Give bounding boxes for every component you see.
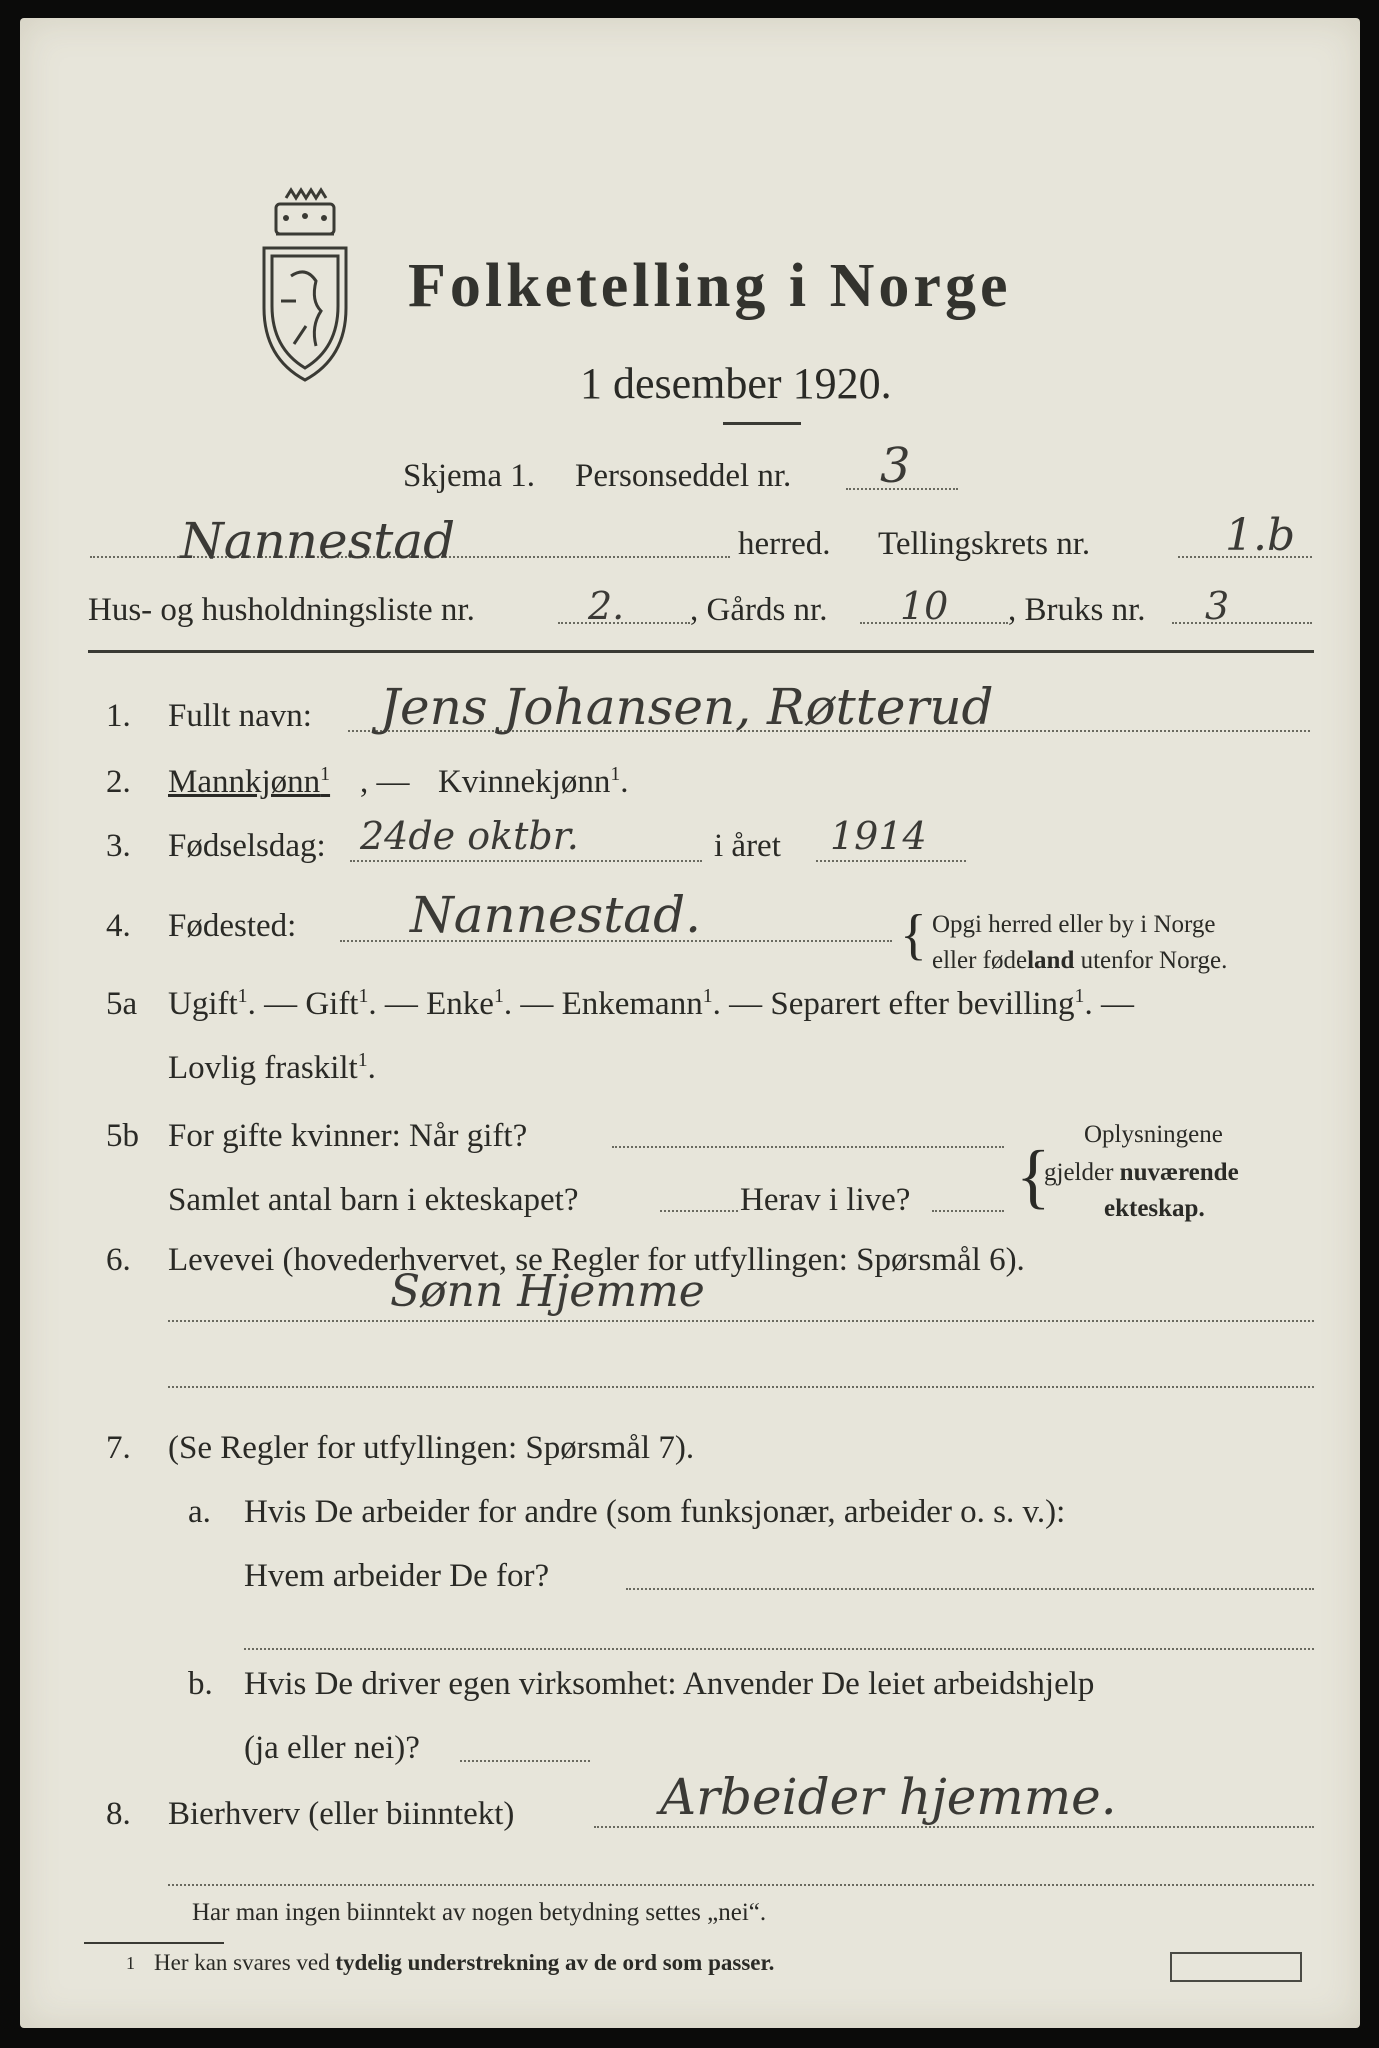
- herred-label: herred.: [738, 526, 831, 562]
- q5b-line-3: [932, 1210, 1004, 1212]
- title-divider: [723, 422, 801, 425]
- q5b-line-2: [660, 1210, 738, 1212]
- hus-value[interactable]: 2.: [588, 584, 625, 628]
- schema-label: Skjema 1.: [403, 458, 535, 494]
- q4-note-2: eller fødeland utenfor Norge.: [932, 947, 1228, 974]
- q1-value[interactable]: Jens Johansen, Røtterud: [380, 678, 994, 736]
- q3-label: Fødselsdag:: [168, 828, 326, 864]
- tellingskrets-value[interactable]: 1.b: [1225, 510, 1296, 561]
- q3-line: [350, 860, 702, 862]
- footnote-mark: 1: [126, 1953, 135, 1973]
- personseddel-value[interactable]: 3: [880, 438, 911, 494]
- bruks-label: , Bruks nr.: [1008, 592, 1146, 628]
- hus-label: Hus- og husholdningsliste nr.: [88, 592, 475, 628]
- q7a-answer-line-1: [626, 1588, 1314, 1590]
- footnote-text: Her kan svares ved tydelig understrekning av de ord som passer.: [154, 1950, 775, 1975]
- q5b-number: 5b: [106, 1118, 139, 1154]
- q8-line-2: [168, 1884, 1314, 1886]
- personseddel-label: Personseddel nr.: [575, 458, 792, 494]
- q2-dash: , —: [360, 764, 410, 800]
- q7b-line-1: Hvis De driver egen virksomhet: Anvender De leiet arbeidshjelp: [244, 1666, 1095, 1702]
- bruks-line: [1172, 622, 1312, 624]
- q5b-label-1: For gifte kvinner: Når gift?: [168, 1118, 528, 1154]
- q7b-answer-line: [460, 1760, 590, 1762]
- q1-number: 1.: [106, 698, 131, 734]
- q7a-line-1: Hvis De arbeider for andre (som funksjonær, arbeider o. s. v.):: [244, 1494, 1066, 1530]
- q6-line-1: [168, 1320, 1314, 1322]
- q5a-number: 5a: [106, 986, 138, 1022]
- q4-number: 4.: [106, 908, 131, 944]
- q7a-line-2: Hvem arbeider De for?: [244, 1558, 550, 1594]
- q8-value[interactable]: Arbeider hjemme.: [660, 1768, 1117, 1826]
- q5a-options: Ugift$^1$. — Gift$^1$. — Enke$^1$. — Enkemann$^1$. — Separert efter bevilling$^1$. —: [168, 985, 1134, 1022]
- q8-line-1: [594, 1826, 1314, 1828]
- q7a-answer-line-2: [244, 1648, 1314, 1650]
- q6-label: Levevei (hovederhvervet, se Regler for utfyllingen: Spørsmål 6).: [168, 1242, 1025, 1278]
- q4-brace: {: [900, 904, 927, 966]
- tellingskrets-label: Tellingskrets nr.: [878, 526, 1091, 562]
- q2-number: 2.: [106, 764, 131, 800]
- q1-label: Fullt navn:: [168, 698, 312, 734]
- form-date: 1 desember 1920.: [580, 359, 892, 408]
- q6-value[interactable]: Sønn Hjemme: [390, 1266, 705, 1317]
- footnote-rule: [84, 1942, 224, 1944]
- q7a-letter: a.: [188, 1494, 211, 1530]
- q4-label: Fødested:: [168, 908, 297, 944]
- q5b-label-2: Samlet antal barn i ekteskapet?: [168, 1182, 579, 1218]
- herred-value[interactable]: Nannestad: [180, 512, 456, 570]
- q3-year-line: [816, 860, 966, 862]
- coat-of-arms-icon: [246, 186, 364, 386]
- q2-male: Mannkjønn$^1$: [168, 763, 331, 800]
- form-title: Folketelling i Norge: [408, 252, 1012, 320]
- q3-year-value[interactable]: 1914: [830, 814, 927, 858]
- q7-number: 7.: [106, 1430, 131, 1466]
- q6-line-2: [168, 1386, 1314, 1388]
- note-nei: Har man ingen biinntekt av nogen betydning settes „nei“.: [192, 1899, 767, 1926]
- q8-label: Bierhverv (eller biinntekt): [168, 1796, 515, 1832]
- q7-label: (Se Regler for utfyllingen: Spørsmål 7).: [168, 1430, 695, 1466]
- printer-stamp: [1170, 1952, 1302, 1982]
- q4-note-1: Opgi herred eller by i Norge: [932, 911, 1216, 938]
- q6-number: 6.: [106, 1242, 131, 1278]
- q2-female: Kvinnekjønn$^1$.: [438, 763, 629, 800]
- q3-number: 3.: [106, 828, 131, 864]
- q8-number: 8.: [106, 1796, 131, 1832]
- q3-year-label: i året: [714, 828, 781, 864]
- q5b-label-3: Herav i live?: [740, 1182, 911, 1218]
- q5b-note-1: Oplysningene: [1084, 1121, 1223, 1148]
- gards-value[interactable]: 10: [900, 584, 949, 628]
- q5b-note-3: ekteskap.: [1104, 1195, 1205, 1222]
- q4-value[interactable]: Nannestad.: [410, 886, 702, 944]
- gards-label: , Gårds nr.: [690, 592, 828, 628]
- header-rule: [88, 650, 1314, 653]
- q5b-brace: {: [1016, 1136, 1051, 1216]
- bruks-value[interactable]: 3: [1205, 584, 1230, 628]
- q7b-line-2: (ja eller nei)?: [244, 1730, 420, 1766]
- q3-value[interactable]: 24de oktbr.: [360, 814, 579, 858]
- q5a-line2: Lovlig fraskilt$^1$.: [168, 1049, 376, 1086]
- q5b-line-1: [612, 1146, 1004, 1148]
- q7b-letter: b.: [188, 1666, 213, 1702]
- census-form: [20, 18, 1360, 2028]
- q5b-note-2: gjelder nuværende: [1044, 1159, 1239, 1186]
